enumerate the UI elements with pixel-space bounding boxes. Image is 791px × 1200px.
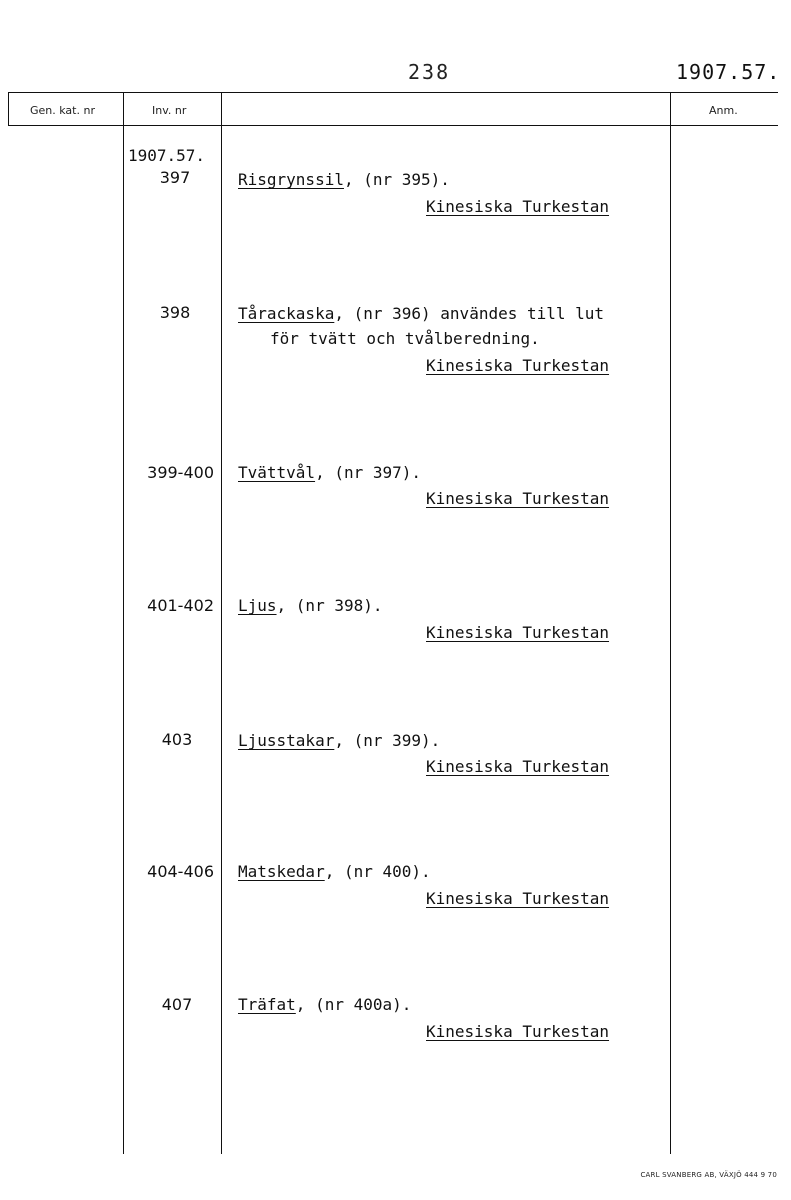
item-name: Tvättvål <box>238 463 316 482</box>
origin-label: Kinesiska Turkestan <box>426 889 610 908</box>
entry-description <box>238 304 604 323</box>
item-name: Tårackaska <box>238 304 335 323</box>
item-name: Matskedar <box>238 862 325 881</box>
item-note: , (nr 400). <box>324 862 431 881</box>
inv-number: 407 <box>161 995 193 1014</box>
entry-description <box>238 862 431 881</box>
entry-description <box>238 995 411 1014</box>
group-reference: 1907.57. <box>128 146 206 165</box>
origin-label: Kinesiska Turkestan <box>426 489 610 508</box>
catalog-reference: 1907.57. <box>676 60 781 84</box>
origin-label: Kinesiska Turkestan <box>426 197 610 216</box>
inv-number: 403 <box>161 730 193 749</box>
item-name: Träfat <box>238 995 296 1014</box>
page-number: 238 <box>408 60 451 84</box>
printer-imprint: CARL SVANBERG AB, VÄXJÖ 444 9 70 <box>640 1171 777 1179</box>
item-note: , (nr 400a). <box>295 995 412 1014</box>
item-name: Risgrynssil <box>238 170 344 189</box>
origin-label: Kinesiska Turkestan <box>426 757 610 776</box>
column-divider-desc <box>221 92 222 1154</box>
inv-number: 404-406 <box>147 862 214 881</box>
entry-description <box>238 731 440 750</box>
column-divider-anm <box>670 92 671 1154</box>
origin-label: Kinesiska Turkestan <box>426 1022 610 1041</box>
item-note: , (nr 395). <box>343 170 450 189</box>
item-note: , (nr 399). <box>334 731 441 750</box>
origin-label: Kinesiska Turkestan <box>426 356 610 375</box>
item-note: , (nr 397). <box>315 463 422 482</box>
item-name: Ljus <box>238 596 277 615</box>
inv-number: 397 <box>159 168 191 187</box>
entry-description <box>238 596 383 615</box>
origin-label: Kinesiska Turkestan <box>426 623 610 642</box>
gen-kat-header: Gen. kat. nr <box>30 104 95 117</box>
item-note-continued: för tvätt och tvålberedning. <box>270 329 540 348</box>
item-name: Ljusstakar <box>238 731 335 750</box>
column-divider-inv <box>123 92 124 1154</box>
entry-description <box>238 463 421 482</box>
item-note: , (nr 398). <box>276 596 383 615</box>
inv-number: 398 <box>159 303 191 322</box>
inv-number: 401-402 <box>147 596 214 615</box>
inv-number: 399-400 <box>147 463 214 482</box>
anm-header: Anm. <box>709 104 738 117</box>
column-divider-left <box>8 92 9 126</box>
entry-description <box>238 170 450 189</box>
item-note: , (nr 396) användes till lut <box>334 304 605 323</box>
inv-header: Inv. nr <box>152 104 187 117</box>
